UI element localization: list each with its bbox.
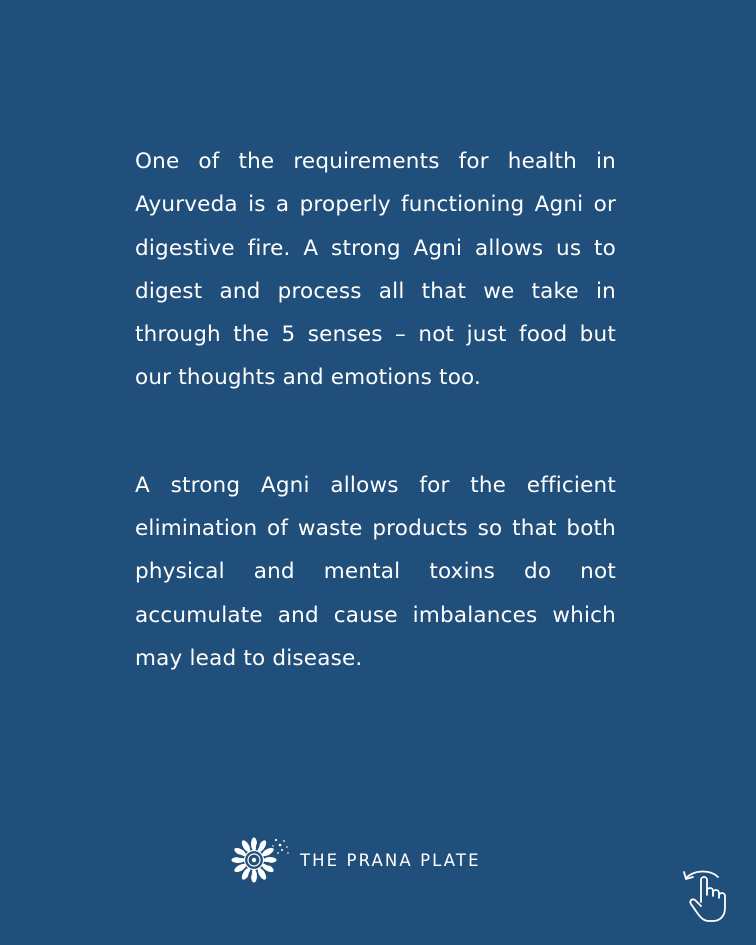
brand-footer <box>226 832 481 888</box>
brand-name: THE PRANA PLATE <box>300 850 481 870</box>
paragraph-agni-health: One of the requirements for health in Ayurveda is a properly functioning Agni or digestive fire. A strong Agni allows us to digest and process all that we take in through the 5 senses – not just food but our thoughts and emotions too. <box>135 149 616 391</box>
article-body <box>135 140 616 680</box>
swipe-hand-icon[interactable] <box>682 868 732 924</box>
mandala-sun-icon <box>226 832 292 888</box>
paragraph-agni-elimination: A strong Agni allows for the efficient elimination of waste products so that both physical and mental toxins do not accumulate and cause imbalances which may lead to disease. <box>135 472 616 671</box>
